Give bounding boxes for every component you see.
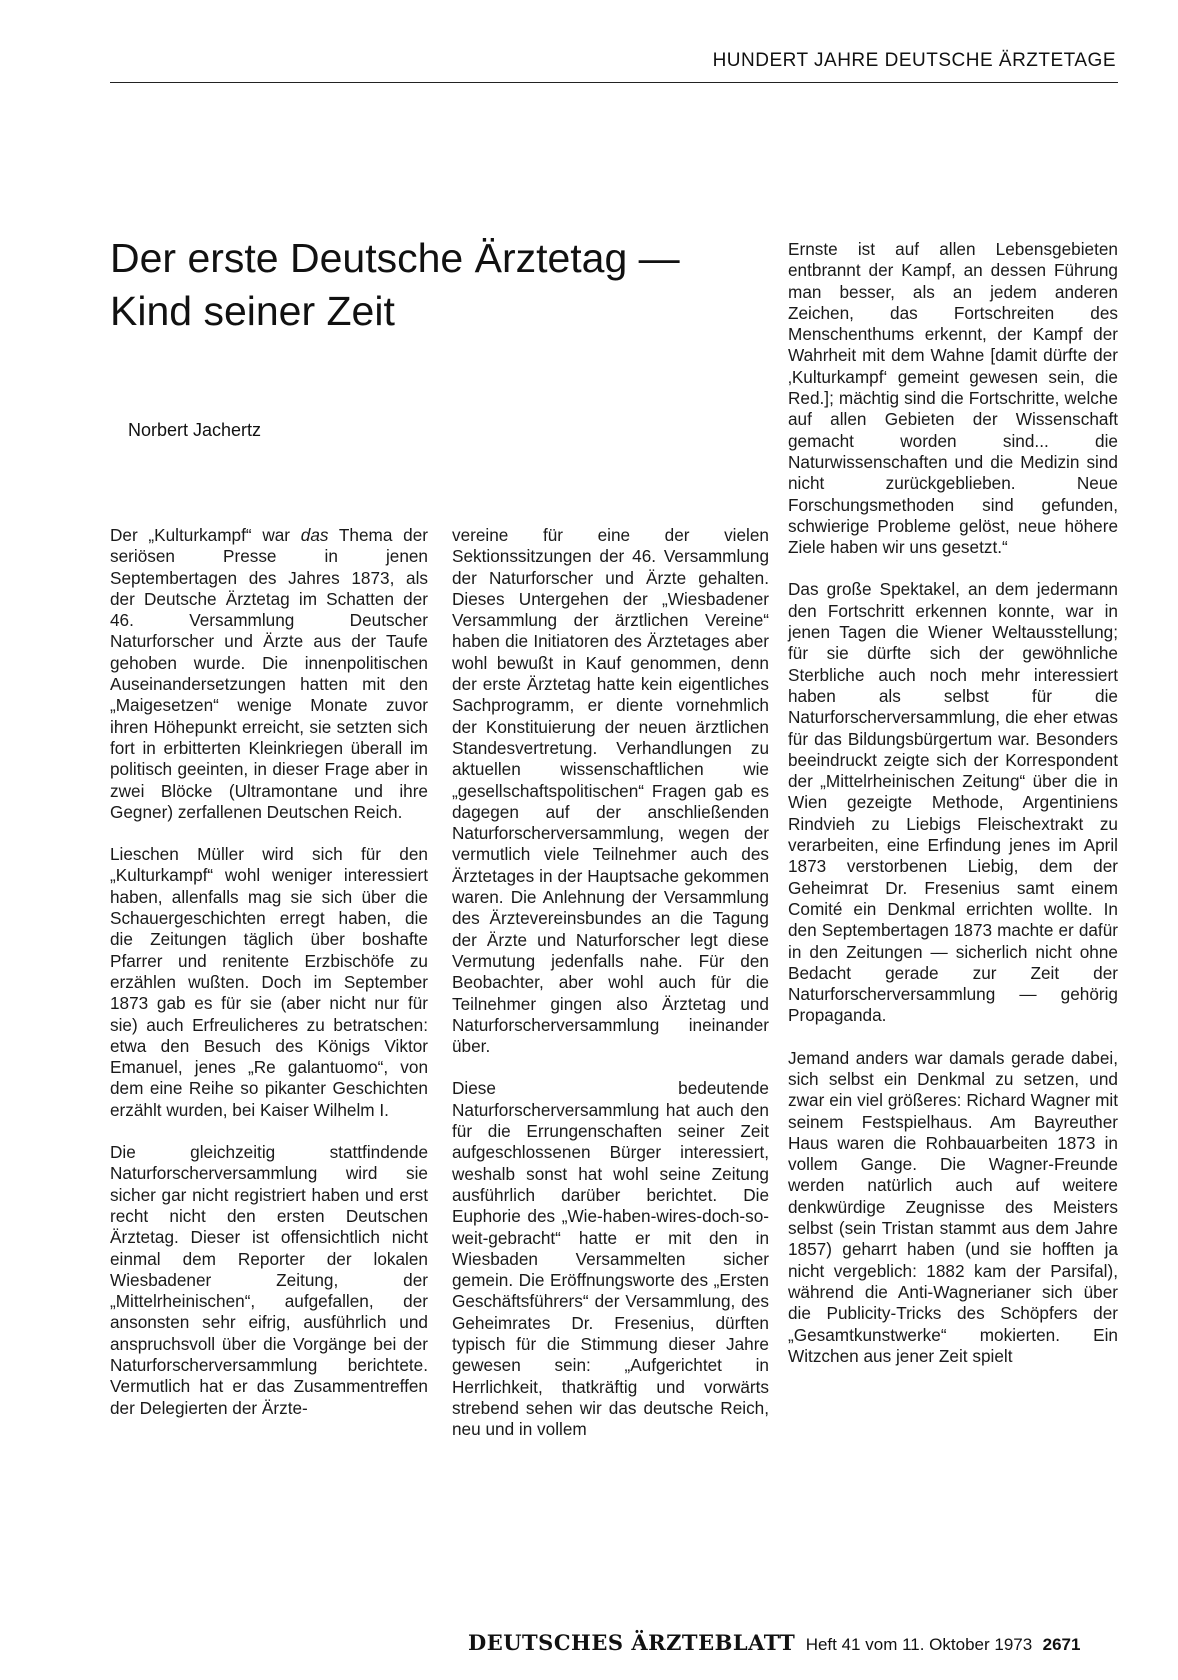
journal-name: DEUTSCHES ÄRZTEBLATT [468,1630,796,1655]
page-footer [468,1630,1080,1655]
title-line-2: Kind seiner Zeit [110,288,395,334]
issue-info: Heft 41 vom 11. Oktober 1973 [805,1635,1033,1654]
text-column-1 [110,525,428,1419]
emphasis: das [300,525,329,545]
paragraph: Ernste ist auf allen Lebensgebieten entbrannt der Kampf, an dessen Führung man besser, als an jedem anderen Zeichen, das Fortschreiten des Menschenthums erkennt, der Kampf der Wahrheit mit dem Wahne [damit dürfte der ‚Kulturkampf‘ gemeint gewesen sein, die Red.]; mächtig sind die Fortschritte, welche auf allen Gebieten der Wissenschaft gemacht worden sind... die Naturwissenschaften und die Medizin sind nicht zurückgeblieben. Neue Forschungsmethoden sind gefunden, schwierige Probleme gelöst, neue höhere Ziele haben wir uns gesetzt.“ [788,239,1118,558]
header-rule [110,82,1118,83]
running-header: HUNDERT JAHRE DEUTSCHE ÄRZTETAGE [712,50,1116,71]
paragraph: Lieschen Müller wird sich für den „Kulturkampf“ wohl weniger interessiert haben, allenfalls mag sie sich über die Schauergeschichten erregt haben, die die Zeitungen täglich über boshafte Pfarrer und renitente Erzbischöfe zu erzählen wußten. Doch im September 1873 gab es für sie (aber nicht nur für sie) auch Erfreulicheres zu betratschen: etwa den Besuch des Königs Viktor Emanuel, jenes „Re galantuomo“, von dem eine Reihe so pikanter Geschichten erzählt wurden, bei Kaiser Wilhelm I. [110,844,428,1120]
paragraph: Diese bedeutende Naturforscherversammlung hat auch den für die Errungenschaften seiner Zeit aufgeschlossenen Bürger interessiert, weshalb sonst hat wohl seine Zeitung ausführlich darüber berichtet. Die Euphorie des „Wie-haben-wires-doch-so-weit-gebracht“ hatte er mit den in Wiesbaden Versammelten sicher gemein. Die Eröffnungsworte des „Ersten Geschäftsführers“ der Versammlung, des Geheimrates Dr. Fresenius, dürften typisch für die Stimmung dieser Jahre gewesen sein: „Aufgerichtet in Herrlichkeit, thatkräftig und vorwärts strebend sehen wir das deutsche Reich, neu und in vollem [452,1078,769,1440]
text-run: Der „Kulturkampf“ war [110,525,301,545]
text-column-3 [788,239,1118,1367]
paragraph [110,525,428,823]
paragraph: Die gleichzeitig stattfindende Naturforscherversammlung wird sie sicher gar nicht registriert haben und erst recht nicht den ersten Deutschen Ärztetag. Dieser ist offensichtlich nicht einmal dem Reporter der lokalen Wiesbadener Zeitung, der „Mittelrheinischen“, aufgefallen, der ansonsten sehr eifrig, ausführlich und anspruchsvoll über die Vorgänge bei der Naturforscherversammlung berichtete. Vermutlich hat er das Zusammentreffen der Delegierten der Ärzte- [110,1142,428,1418]
paragraph: Das große Spektakel, an dem jedermann den Fortschritt erkennen konnte, war in jenen Tagen die Wiener Weltausstellung; für sie dürfte sich der gewöhnliche Sterbliche auch noch mehr interessiert haben als selbst für die Naturforscherversammlung, die eher etwas für das Bildungsbürgertum war. Besonders beeindruckt zeigte sich der Korrespondent der „Mittelrheinischen Zeitung“ über die in Wien gezeigte Methode, Argentiniens Rindvieh zu Liebigs Fleischextrakt zu verarbeiten, eine Erfindung jenes im April 1873 verstorbenen Liebig, dem der Geheimrat Dr. Fresenius samt einem Comité ein Denkmal errichten wollte. In den Septembertagen 1873 machte er dafür in den Zeitungen — sicherlich nicht ohne Bedacht gerade zur Zeit der Naturforscherversammlung — gehörig Propaganda. [788,579,1118,1026]
paragraph: vereine für eine der vielen Sektionssitzungen der 46. Versammlung der Naturforscher und Ärzte gehalten. Dieses Untergehen der „Wiesbadener Versammlung der ärztlichen Vereine“ haben die Initiatoren des Ärztetages aber wohl bewußt in Kauf genommen, denn der erste Ärztetag hatte kein eigentliches Sachprogramm, er diente vornehmlich der Konstituierung der neuen ärztlichen Standesvertretung. Verhandlungen zu aktuellen wissenschaftlichen wie „gesellschaftspolitischen“ Fragen gab es dagegen auf der anschließenden Naturforscherversammlung, wegen der vermutlich viele Teilnehmer auch des Ärztetages in der Hauptsache gekommen waren. Die Anlehnung der Versammlung des Ärztevereinsbundes an die Tagung der Ärzte und Naturforscher legt diese Vermutung jedenfalls nahe. Für den Beobachter, aber wohl auch für die Teilnehmer gingen also Ärztetag und Naturforscherversammlung ineinander über. [452,525,769,1057]
page-number: 2671 [1042,1635,1081,1654]
text-run: Thema der seriösen Presse in jenen Septembertagen des Jahres 1873, als der Deutsche Ärztetag im Schatten der 46. Versammlung Deutscher Naturforscher und Ärzte aus der Taufe gehoben wurde. Die innenpolitischen Auseinandersetzungen hatten mit den „Maigesetzen“ wenige Monate zuvor ihren Höhepunkt erreicht, sie setzten sich fort in erbitterten Kleinkriegen überall im politisch geeinten, in dieser Frage aber in zwei Blöcke (Ultramontane und ihre Gegner) zerfallenen Deutschen Reich. [110,525,428,822]
paragraph: Jemand anders war damals gerade dabei, sich selbst ein Denkmal zu setzen, und zwar ein viel größeres: Richard Wagner mit seinem Festspielhaus. Am Bayreuther Haus waren die Rohbauarbeiten 1873 in vollem Gange. Die Wagner-Freunde werden natürlich auch auf weitere denkwürdige Zeugnisse des Meisters selbst (sein Tristan stammt aus dem Jahre 1857) geharrt haben (und sie hofften ja nicht vergeblich: 1882 kam der Parsifal), während die Anti-Wagnerianer sich über die Publicity-Tricks des Schöpfers der „Gesamtkunstwerke“ mokierten. Ein Witzchen aus jener Zeit spielt [788,1047,1118,1366]
author-name: Norbert Jachertz [128,420,262,440]
article-title [110,232,750,338]
text-column-2 [452,525,769,1440]
title-line-1: Der erste Deutsche Ärztetag — [110,235,680,281]
